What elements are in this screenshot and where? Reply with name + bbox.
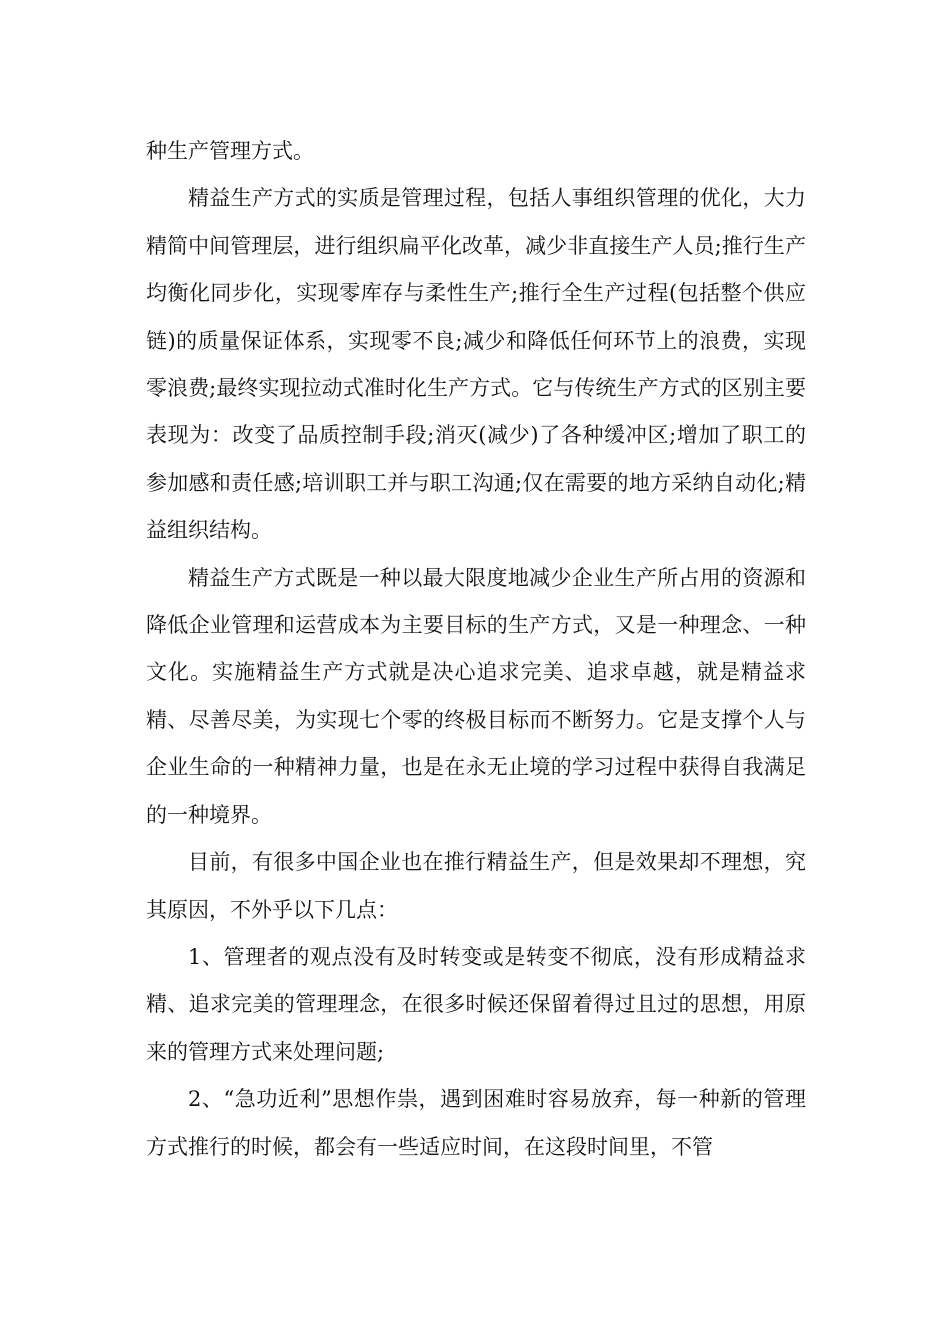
paragraph-continuation: 种生产管理方式。 [146, 139, 314, 163]
paragraph-lean-essence: 精益生产方式的实质是管理过程，包括人事组织管理的优化，大力精简中间管理层，进行组织扁平化改革，减少非直接生产人员;推行生产均衡化同步化，实现零库存与柔性生产;推行全生产过程(包括整个供应链)的质量保证体系，实现零不良;减少和降低任何环节上的浪费，实现零浪费;最终实现拉动式准时化生产方式。它与传统生产方式的区别主要表现为：改变了品质控制手段;消灭(减少)了各种缓冲区;增加了职工的参加感和责任感;培训职工并与职工沟通;仅在需要的地方采纳自动化;精益组织结构。 [146, 186, 806, 543]
paragraph-reason-2: 2、“急功近利”思想作祟，遇到困难时容易放弃，每一种新的管理方式推行的时候，都会有一些适应时间，在这段时间里，不管 [146, 1087, 806, 1159]
paragraph-lean-philosophy: 精益生产方式既是一种以最大限度地减少企业生产所占用的资源和降低企业管理和运营成本为主要目标的生产方式，又是一种理念、一种文化。实施精益生产方式就是决心追求完美、追求卓越，就是精益求精、尽善尽美，为实现七个零的终极目标而不断努力。它是支撑个人与企业生命的一种精神力量，也是在永无止境的学习过程中获得自我满足的一种境界。 [146, 565, 806, 827]
paragraph-current-situation: 目前，有很多中国企业也在推行精益生产，但是效果却不理想，究其原因，不外乎以下几点： [146, 850, 806, 922]
paragraph-reason-1: 1、管理者的观点没有及时转变或是转变不彻底，没有形成精益求精、追求完美的管理理念，在很多时候还保留着得过且过的思想，用原来的管理方式来处理问题; [146, 944, 806, 1064]
document-body [146, 128, 806, 1171]
